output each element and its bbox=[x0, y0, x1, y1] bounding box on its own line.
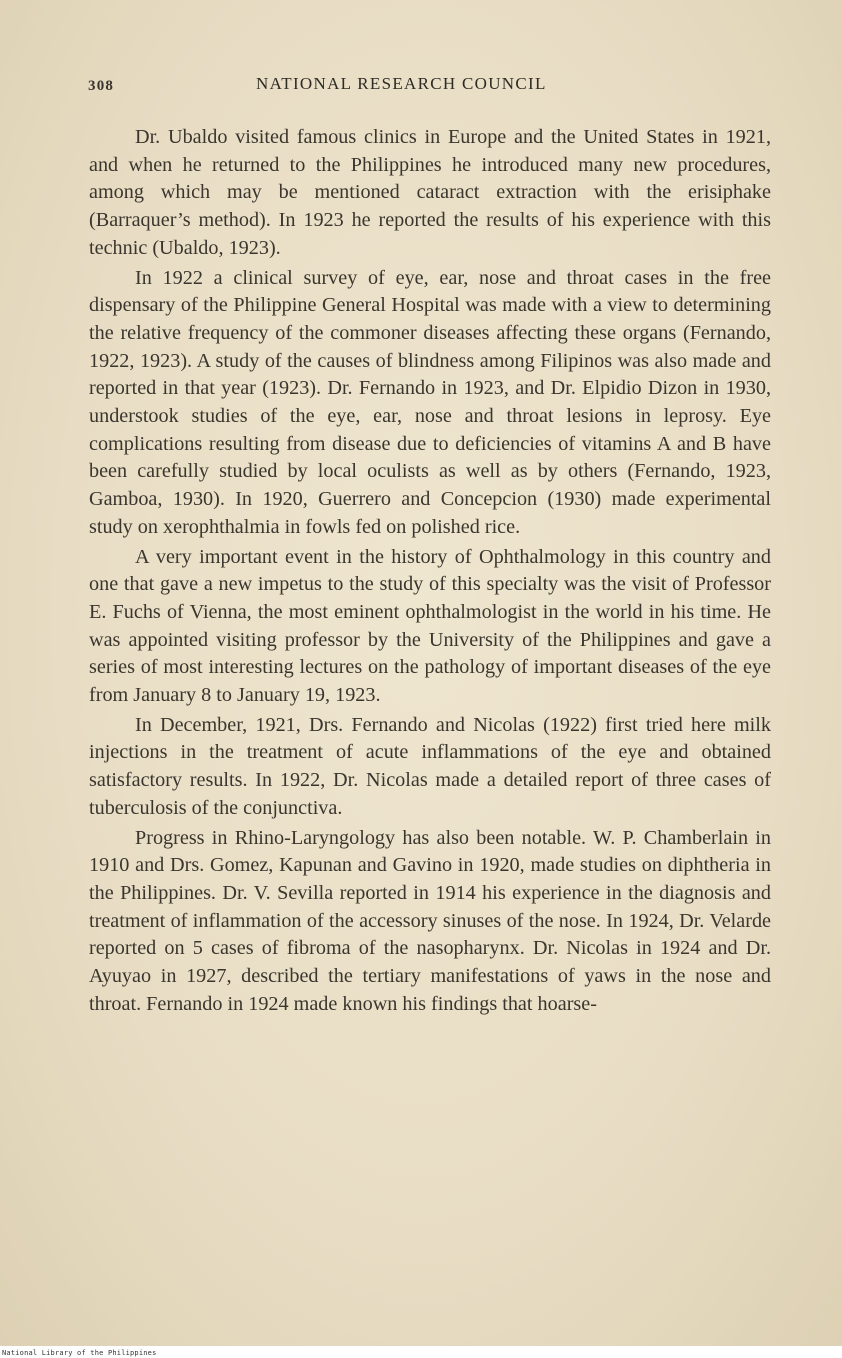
page-header bbox=[88, 72, 778, 102]
running-title: NATIONAL RESEARCH COUNCIL bbox=[256, 74, 547, 93]
paragraph-ubaldo: Dr. Ubaldo visited famous clinics in Europe and the United States in 1921, and when he returned to the Philippines he introduced many new procedures, among which may be mentioned cataract extraction with the erisiphake (Barraquer’s method). In 1923 he reported the results of his experience with this technic (Ubaldo, 1923). bbox=[89, 126, 771, 259]
library-credit: National Library of the Philippines bbox=[2, 1349, 157, 1357]
paragraph-clinical-survey: In 1922 a clinical survey of eye, ear, nose and throat cases in the free dispensary of the Philippine General Hospital was made with a view to determining the relative frequency of the commoner diseases affecting these organs (Fernando, 1922, 1923). A study of the causes of blindness among Filipinos was also made and reported in that year (1923). Dr. Fernando in 1923, and Dr. Elpidio Dizon in 1930, understook studies of the eye, ear, nose and throat lesions in leprosy. Eye complications resulting from disease due to deficiencies of vitamins A and B have been carefully studied by local oculists as well as by others (Fernando, 1923, Gamboa, 1930). In 1920, Guerrero and Concepcion (1930) made experimental study on xerophthalmia in fowls fed on polished rice. bbox=[89, 266, 771, 538]
paragraph-fuchs-visit: A very important event in the history of Ophthalmology in this country and one that gave a new impetus to the study of this specialty was the visit of Professor E. Fuchs of Vienna, the most eminent ophthalmologist in the world in his time. He was appointed visiting professor by the University of the Philippines and gave a series of most interesting lectures on the pathology of important diseases of the eye from January 8 to January 19, 1923. bbox=[89, 545, 771, 707]
paragraph-milk-injections: In December, 1921, Drs. Fernando and Nicolas (1922) first tried here milk injections in the treatment of acute inflammations of the eye and obtained satisfactory results. In 1922, Dr. Nicolas made a detailed report of three cases of tuberculosis of the conjunctiva. bbox=[89, 713, 771, 819]
body-text bbox=[89, 124, 771, 1019]
page-number: 308 bbox=[88, 78, 115, 94]
paragraph-rhino-laryngology: Progress in Rhino-Laryngology has also been notable. W. P. Chamberlain in 1910 and Drs. Gomez, Kapunan and Gavino in 1920, made studies on diphtheria in the Philippines. Dr. V. Sevilla reported in 1914 his experience in the diagnosis and treatment of inflammation of the accessory sinuses of the nose. In 1924, Dr. Velarde reported on 5 cases of fibroma of the nasopharynx. Dr. Nicolas in 1924 and Dr. Ayuyao in 1927, described the tertiary manifestations of yaws in the nose and throat. Fernando in 1924 made known his findings that hoarse- bbox=[89, 826, 771, 1015]
